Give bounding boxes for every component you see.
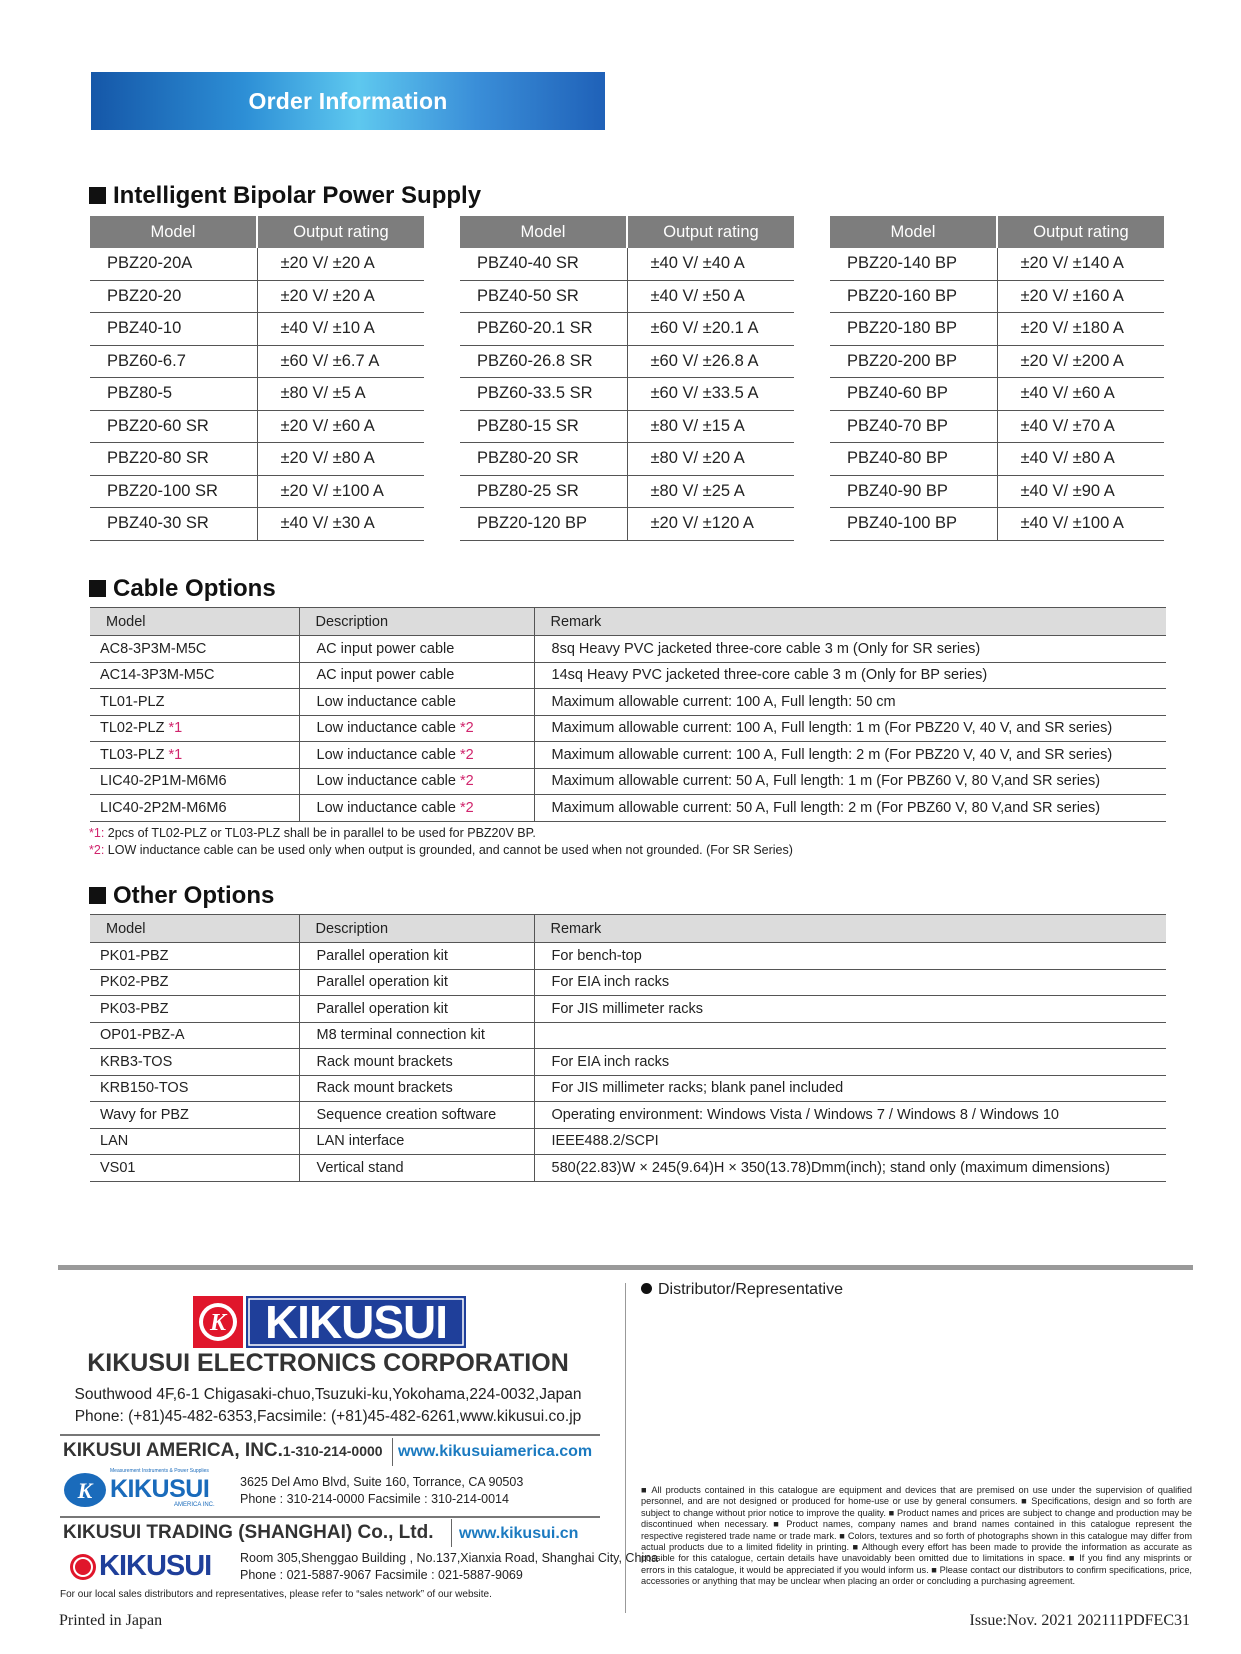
col-header-model: Model	[90, 608, 299, 636]
table-row	[90, 715, 1166, 742]
output-rating-cell: ±40 V/ ±80 A	[997, 443, 1164, 476]
model-row	[460, 280, 794, 313]
model-cell: LAN	[90, 1128, 299, 1155]
model-table-3	[830, 216, 1164, 541]
output-rating-cell: ±40 V/ ±50 A	[627, 280, 794, 313]
col-header-model: Model	[90, 216, 257, 248]
output-rating-cell: ±80 V/ ±25 A	[627, 475, 794, 508]
model-table-1	[90, 216, 424, 541]
description-cell: Low inductance cable *2	[299, 795, 534, 822]
description-cell: Low inductance cable *2	[299, 715, 534, 742]
logo-wordmark: KIKUSUI	[264, 1296, 448, 1348]
model-row	[90, 410, 424, 443]
kikusui-america-logo: K KIKUSUI Measurement Instruments & Power Supplies AMERICA INC.	[64, 1472, 228, 1513]
model-cell: OP01-PBZ-A	[90, 1022, 299, 1049]
output-rating-cell: ±20 V/ ±20 A	[257, 248, 424, 280]
america-address: 3625 Del Amo Blvd, Suite 160, Torrance, CA 90503 Phone : 310-214-0000 Facsimile : 310-214-0014	[240, 1475, 524, 1506]
model-cell: Wavy for PBZ	[90, 1102, 299, 1129]
disclaimer-text: ■ All products contained in this catalogue are equipment and devices that are premised on use under the supervision of qualified personnel, and are not designed or produced for home-use or use by general consumers. ■ Specifications, design and so forth are subject to change without prior notice to improve the quality. ■ Product names and prices are subject to change and production may be discontinued when necessary. ■ Product names, company names and brand names contained in this catalogue represent the respective registered trade name or trade mark. ■ Colors, textures and so forth of photographs shown in this catalogue may differ from actual products due to a limited fidelity in printing. ■ Although every effort has been made to provide the information as accurate as possible for this catalogue, certain details have unavoidably been omitted due to limitations in space. ■ If you find any misprints or errors in this catalogue, it would be appreciated if you would inform us. ■ Please contact our distributors to confirm specifications, price, accessories or anything that may be unclear when placing an order or concluding a purchasing agreement.	[641, 1485, 1192, 1587]
col-header-remark: Remark	[534, 915, 1166, 943]
model-cell: PBZ40-90 BP	[830, 475, 997, 508]
bullet-icon	[641, 1283, 652, 1294]
model-cell: PBZ40-70 BP	[830, 410, 997, 443]
remark-cell: Maximum allowable current: 100 A, Full length: 2 m (For PBZ20 V, 40 V, and SR series)	[534, 742, 1166, 769]
output-rating-cell: ±60 V/ ±26.8 A	[627, 345, 794, 378]
table-row	[90, 636, 1166, 663]
model-cell: LIC40-2P2M-M6M6	[90, 795, 299, 822]
table-row	[90, 1022, 1166, 1049]
footnote-2: *2: LOW inductance cable can be used only when output is grounded, and cannot be used when not grounded. (For SR Series)	[89, 843, 793, 857]
description-cell: AC input power cable	[299, 636, 534, 663]
remark-cell	[534, 1022, 1166, 1049]
model-row	[460, 313, 794, 346]
model-cell: PBZ40-50 SR	[460, 280, 627, 313]
model-cell: PBZ20-160 BP	[830, 280, 997, 313]
col-header-output: Output rating	[997, 216, 1164, 248]
footer-rule	[58, 1265, 1193, 1270]
description-cell: Sequence creation software	[299, 1102, 534, 1129]
model-cell: PBZ60-26.8 SR	[460, 345, 627, 378]
model-row	[90, 378, 424, 411]
remark-cell: 8sq Heavy PVC jacketed three-core cable 3 m (Only for SR series)	[534, 636, 1166, 663]
remark-cell: For JIS millimeter racks; blank panel included	[534, 1075, 1166, 1102]
description-cell: LAN interface	[299, 1128, 534, 1155]
table-row	[90, 969, 1166, 996]
sales-network-note: For our local sales distributors and representatives, please refer to “sales network” of our website.	[60, 1589, 492, 1600]
description-cell: Parallel operation kit	[299, 943, 534, 970]
model-cell: PBZ80-5	[90, 378, 257, 411]
output-rating-cell: ±40 V/ ±10 A	[257, 313, 424, 346]
output-rating-cell: ±20 V/ ±80 A	[257, 443, 424, 476]
model-cell: PBZ60-6.7	[90, 345, 257, 378]
model-cell: PBZ40-10	[90, 313, 257, 346]
table-row	[90, 662, 1166, 689]
model-row	[460, 248, 794, 280]
model-cell: TL03-PLZ *1	[90, 742, 299, 769]
model-row	[830, 248, 1164, 280]
output-rating-cell: ±60 V/ ±33.5 A	[627, 378, 794, 411]
model-row	[830, 475, 1164, 508]
col-header-model: Model	[830, 216, 997, 248]
model-cell: KRB150-TOS	[90, 1075, 299, 1102]
description-cell: Parallel operation kit	[299, 996, 534, 1023]
description-cell: Parallel operation kit	[299, 969, 534, 996]
description-cell: Low inductance cable	[299, 689, 534, 716]
output-rating-cell: ±20 V/ ±140 A	[997, 248, 1164, 280]
description-cell: AC input power cable	[299, 662, 534, 689]
output-rating-cell: ±40 V/ ±30 A	[257, 508, 424, 541]
model-row	[460, 345, 794, 378]
footnote-mark: *2	[460, 799, 474, 816]
model-cell: TL02-PLZ *1	[90, 715, 299, 742]
description-cell: Rack mount brackets	[299, 1049, 534, 1076]
model-row	[460, 378, 794, 411]
remark-cell: For bench-top	[534, 943, 1166, 970]
america-name: KIKUSUI AMERICA, INC.1-310-214-0000	[63, 1440, 383, 1461]
col-header-description: Description	[299, 915, 534, 943]
model-row	[90, 443, 424, 476]
remark-cell: Operating environment: Windows Vista / Windows 7 / Windows 8 / Windows 10	[534, 1102, 1166, 1129]
svg-text:K: K	[77, 1478, 93, 1503]
model-cell: PBZ80-25 SR	[460, 475, 627, 508]
other-options-table	[90, 914, 1166, 1182]
model-row	[460, 410, 794, 443]
model-cell: PBZ20-60 SR	[90, 410, 257, 443]
description-cell: Low inductance cable *2	[299, 742, 534, 769]
model-row	[90, 313, 424, 346]
model-cell: PBZ40-100 BP	[830, 508, 997, 541]
model-row	[830, 508, 1164, 541]
cable-heading: Cable Options	[89, 575, 276, 603]
model-row	[90, 508, 424, 541]
model-cell: AC8-3P3M-M5C	[90, 636, 299, 663]
output-rating-cell: ±20 V/ ±180 A	[997, 313, 1164, 346]
model-cell: PBZ60-33.5 SR	[460, 378, 627, 411]
output-rating-cell: ±20 V/ ±160 A	[997, 280, 1164, 313]
remark-cell: For EIA inch racks	[534, 969, 1166, 996]
model-cell: PBZ20-180 BP	[830, 313, 997, 346]
svg-text:K: K	[209, 1310, 227, 1336]
model-cell: PBZ20-80 SR	[90, 443, 257, 476]
model-cell: PBZ20-140 BP	[830, 248, 997, 280]
output-rating-cell: ±20 V/ ±60 A	[257, 410, 424, 443]
model-cell: TL01-PLZ	[90, 689, 299, 716]
table-row	[90, 795, 1166, 822]
description-cell: M8 terminal connection kit	[299, 1022, 534, 1049]
model-cell: KRB3-TOS	[90, 1049, 299, 1076]
table-row	[90, 1128, 1166, 1155]
shanghai-name: KIKUSUI TRADING (SHANGHAI) Co., Ltd.	[63, 1522, 434, 1543]
model-cell: PK02-PBZ	[90, 969, 299, 996]
shanghai-address: Room 305,Shenggao Building , No.137,Xianxia Road, Shanghai City, China Phone : 021-5887-9067 Facsimile : 021-5887-9069	[240, 1551, 659, 1582]
model-row	[460, 443, 794, 476]
footnote-1: *1: 2pcs of TL02-PLZ or TL03-PLZ shall be in parallel to be used for PBZ20V BP.	[89, 826, 536, 840]
banner-title: Order Information	[248, 88, 448, 114]
remark-cell: Maximum allowable current: 50 A, Full length: 2 m (For PBZ60 V, 80 V,and SR series)	[534, 795, 1166, 822]
table-row	[90, 996, 1166, 1023]
table-row	[90, 1075, 1166, 1102]
col-header-remark: Remark	[534, 608, 1166, 636]
remark-cell: For EIA inch racks	[534, 1049, 1166, 1076]
corp-address: Southwood 4F,6-1 Chigasaki-chuo,Tsuzuki-ku,Yokohama,224-0032,Japan	[74, 1386, 582, 1403]
model-table-2	[460, 216, 794, 541]
model-row	[90, 475, 424, 508]
table-row	[90, 689, 1166, 716]
model-cell: PBZ20-20A	[90, 248, 257, 280]
shanghai-separator	[451, 1519, 452, 1547]
footnote-mark: *2	[460, 720, 474, 737]
model-row	[460, 475, 794, 508]
corp-phone: Phone: (+81)45-482-6353,Facsimile: (+81)45-482-6261,www.kikusui.co.jp	[74, 1408, 582, 1425]
col-header-model: Model	[460, 216, 627, 248]
output-rating-cell: ±80 V/ ±5 A	[257, 378, 424, 411]
remark-cell: For JIS millimeter racks	[534, 996, 1166, 1023]
model-row	[830, 378, 1164, 411]
table-row	[90, 768, 1166, 795]
model-cell: PK03-PBZ	[90, 996, 299, 1023]
america-website[interactable]: www.kikusuiamerica.com	[398, 1443, 593, 1460]
output-rating-cell: ±20 V/ ±200 A	[997, 345, 1164, 378]
table-row	[90, 1155, 1166, 1182]
america-separator	[392, 1438, 393, 1466]
footnote-mark: *2	[460, 746, 474, 763]
footer-line	[60, 1516, 600, 1518]
output-rating-cell: ±80 V/ ±20 A	[627, 443, 794, 476]
remark-cell: 14sq Heavy PVC jacketed three-core cable 3 m (Only for BP series)	[534, 662, 1166, 689]
printed-in-japan: Printed in Japan	[59, 1612, 163, 1629]
model-row	[460, 508, 794, 541]
other-heading: Other Options	[89, 882, 274, 910]
footnote-mark: *1	[168, 720, 183, 737]
col-header-description: Description	[299, 608, 534, 636]
model-cell: PBZ20-100 SR	[90, 475, 257, 508]
model-cell: PBZ40-40 SR	[460, 248, 627, 280]
output-rating-cell: ±40 V/ ±90 A	[997, 475, 1164, 508]
remark-cell: 580(22.83)W × 245(9.64)H × 350(13.78)Dmm(inch); stand only (maximum dimensions)	[534, 1155, 1166, 1182]
square-bullet-icon	[89, 887, 106, 904]
footnote-mark: *2	[460, 773, 474, 790]
model-row	[90, 280, 424, 313]
square-bullet-icon	[89, 187, 106, 204]
model-cell: PBZ40-60 BP	[830, 378, 997, 411]
output-rating-cell: ±20 V/ ±100 A	[257, 475, 424, 508]
col-header-output: Output rating	[257, 216, 424, 248]
model-cell: PBZ60-20.1 SR	[460, 313, 627, 346]
model-cell: LIC40-2P1M-M6M6	[90, 768, 299, 795]
table-row	[90, 742, 1166, 769]
distributor-label: Distributor/Representative	[641, 1281, 843, 1299]
model-cell: PBZ40-30 SR	[90, 508, 257, 541]
footnote-mark: *1	[168, 746, 183, 763]
model-row	[90, 248, 424, 280]
cable-options-table	[90, 607, 1166, 822]
remark-cell: Maximum allowable current: 100 A, Full length: 1 m (For PBZ20 V, 40 V, and SR series)	[534, 715, 1166, 742]
kikusui-shanghai-logo: KIKUSUI	[69, 1552, 229, 1587]
remark-cell: IEEE488.2/SCPI	[534, 1128, 1166, 1155]
model-row	[830, 410, 1164, 443]
description-cell: Rack mount brackets	[299, 1075, 534, 1102]
model-cell: AC14-3P3M-M5C	[90, 662, 299, 689]
output-rating-cell: ±40 V/ ±40 A	[627, 248, 794, 280]
description-cell: Low inductance cable *2	[299, 768, 534, 795]
table-row	[90, 1102, 1166, 1129]
kikusui-logo	[193, 1294, 468, 1355]
model-row	[830, 313, 1164, 346]
model-cell: PBZ20-20	[90, 280, 257, 313]
remark-cell: Maximum allowable current: 50 A, Full length: 1 m (For PBZ60 V, 80 V,and SR series)	[534, 768, 1166, 795]
model-cell: VS01	[90, 1155, 299, 1182]
description-cell: Vertical stand	[299, 1155, 534, 1182]
corp-name: KIKUSUI ELECTRONICS CORPORATION	[87, 1349, 569, 1377]
square-bullet-icon	[89, 580, 106, 597]
footer-line	[60, 1434, 600, 1436]
model-cell: PBZ80-20 SR	[460, 443, 627, 476]
output-rating-cell: ±40 V/ ±70 A	[997, 410, 1164, 443]
model-cell: PK01-PBZ	[90, 943, 299, 970]
model-row	[90, 345, 424, 378]
col-header-model: Model	[90, 915, 299, 943]
remark-cell: Maximum allowable current: 100 A, Full length: 50 cm	[534, 689, 1166, 716]
output-rating-cell: ±20 V/ ±120 A	[627, 508, 794, 541]
output-rating-cell: ±80 V/ ±15 A	[627, 410, 794, 443]
output-rating-cell: ±40 V/ ±60 A	[997, 378, 1164, 411]
order-information-banner	[91, 72, 605, 130]
table-row	[90, 1049, 1166, 1076]
issue-code: Issue:Nov. 2021 202111PDFEC31	[969, 1612, 1190, 1629]
model-row	[830, 280, 1164, 313]
model-row	[830, 443, 1164, 476]
model-cell: PBZ20-120 BP	[460, 508, 627, 541]
model-cell: PBZ40-80 BP	[830, 443, 997, 476]
output-rating-cell: ±60 V/ ±6.7 A	[257, 345, 424, 378]
shanghai-website[interactable]: www.kikusui.cn	[459, 1525, 579, 1542]
output-rating-cell: ±20 V/ ±20 A	[257, 280, 424, 313]
output-rating-cell: ±40 V/ ±100 A	[997, 508, 1164, 541]
model-cell: PBZ80-15 SR	[460, 410, 627, 443]
supply-heading: Intelligent Bipolar Power Supply	[89, 182, 481, 210]
model-cell: PBZ20-200 BP	[830, 345, 997, 378]
model-row	[830, 345, 1164, 378]
output-rating-cell: ±60 V/ ±20.1 A	[627, 313, 794, 346]
col-header-output: Output rating	[627, 216, 794, 248]
table-row	[90, 943, 1166, 970]
